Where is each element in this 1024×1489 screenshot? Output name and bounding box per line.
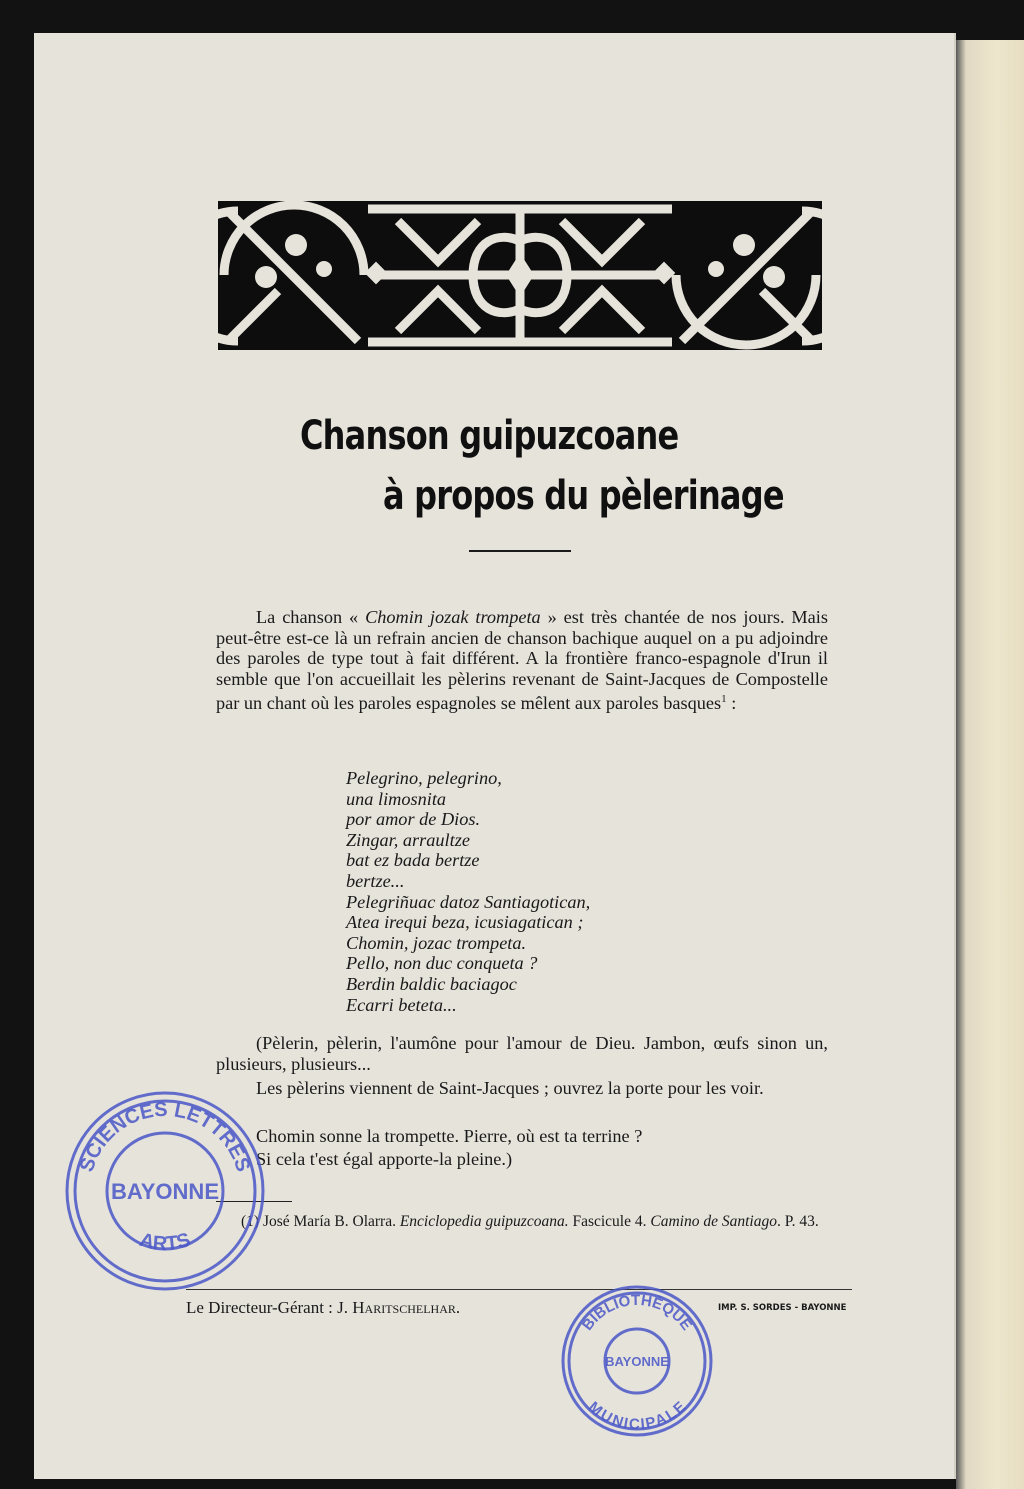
director-credit (186, 1298, 460, 1318)
printer-credit: IMP. S. SORDES - BAYONNE (718, 1303, 847, 1313)
footnote-chapter: Camino de Santiago (650, 1213, 777, 1230)
translation-paragraph-1: (Pèlerin, pèlerin, l'aumône pour l'amour de Dieu. Jambon, œufs sinon un, plusieurs, plusieurs... (216, 1033, 828, 1074)
poem-line: Zingar, arraultze (346, 829, 470, 850)
poem-line: Chomin, jozac trompeta. (346, 932, 527, 953)
poem-line: Berdin baldic baciagoc (346, 973, 517, 994)
adjacent-page-edge (956, 40, 1024, 1489)
poem-line: Pello, non duc conqueta ? (346, 953, 538, 974)
footer-rule (186, 1289, 852, 1290)
poem-line: por amor de Dios. (346, 809, 481, 830)
footnote-page: . P. 43. (776, 1213, 819, 1230)
director-label: Le Directeur-Gérant : J. (186, 1298, 353, 1317)
intro-paragraph (216, 607, 828, 714)
footnote-work: Enciclopedia guipuzcoana. (399, 1213, 569, 1230)
stamp-left-top: SCIENCES LETTRES (75, 1098, 255, 1175)
library-stamp-left (60, 1086, 270, 1296)
poem-line: Pelegriñuac datoz Santiagotican, (346, 891, 591, 912)
intro-end: : (726, 693, 737, 714)
title-line-2: à propos du pèlerinage (383, 473, 784, 519)
stamp-left-center: BAYONNE (111, 1179, 219, 1204)
footnote-author: José María B. Olarra. (259, 1213, 400, 1230)
poem-line: Pelegrino, pelegrino, (346, 768, 502, 788)
poem-line: bat ez bada bertze (346, 850, 480, 871)
footnote (216, 1212, 828, 1231)
intro-text: » est très chantée de nos jours. Mais peut-être est-ce là un refrain ancien de chanson bachique auquel on a pu adjoindre des paroles de type tout à fait différent. A la frontière franco-espagnole d'Irun il semble que l'on accueillait les pèlerins revenant de Saint-Jacques de Compostelle par un chant où les paroles espagnoles se mêlent aux paroles basques (216, 607, 828, 714)
poem-line: Ecarri beteta... (346, 994, 457, 1015)
stamp-right-bottom: MUNICIPALE (585, 1398, 690, 1434)
translation-paragraph-2: Les pèlerins viennent de Saint-Jacques ; ouvrez la porte pour les voir. (256, 1078, 764, 1098)
translation-paragraph-4: Si cela t'est égal apporte-la pleine.) (256, 1149, 513, 1169)
poem-line: Atea irequi beza, icusiagatican ; (346, 912, 584, 933)
stamp-right-center: BAYONNE (605, 1354, 669, 1369)
poem-line: bertze... (346, 870, 405, 891)
intro-lead: La chanson « (256, 607, 366, 627)
translation-paragraph-3: Chomin sonne la trompette. Pierre, où est ta terrine ? (256, 1126, 643, 1146)
stamp-right-top: BIBLIOTHÈQUE (578, 1291, 696, 1334)
footnote-number: (1) (241, 1213, 260, 1230)
stamp-left-bottom: ARTS (136, 1228, 194, 1256)
library-stamp-right (559, 1283, 715, 1439)
title-line-1: Chanson guipuzcoane (300, 413, 679, 459)
intro-song-title: Chomin jozak trompeta (365, 607, 541, 627)
poem (346, 768, 590, 1015)
ornament-pattern (218, 201, 822, 350)
director-name: Haritschelhar. (352, 1298, 461, 1317)
title-rule (469, 550, 571, 552)
footnote-reference[interactable]: 1 (721, 693, 727, 706)
poem-line: una limosnita (346, 788, 447, 809)
footnote-fascicle: Fascicule 4. (568, 1213, 651, 1230)
ornamental-banner (218, 201, 822, 350)
